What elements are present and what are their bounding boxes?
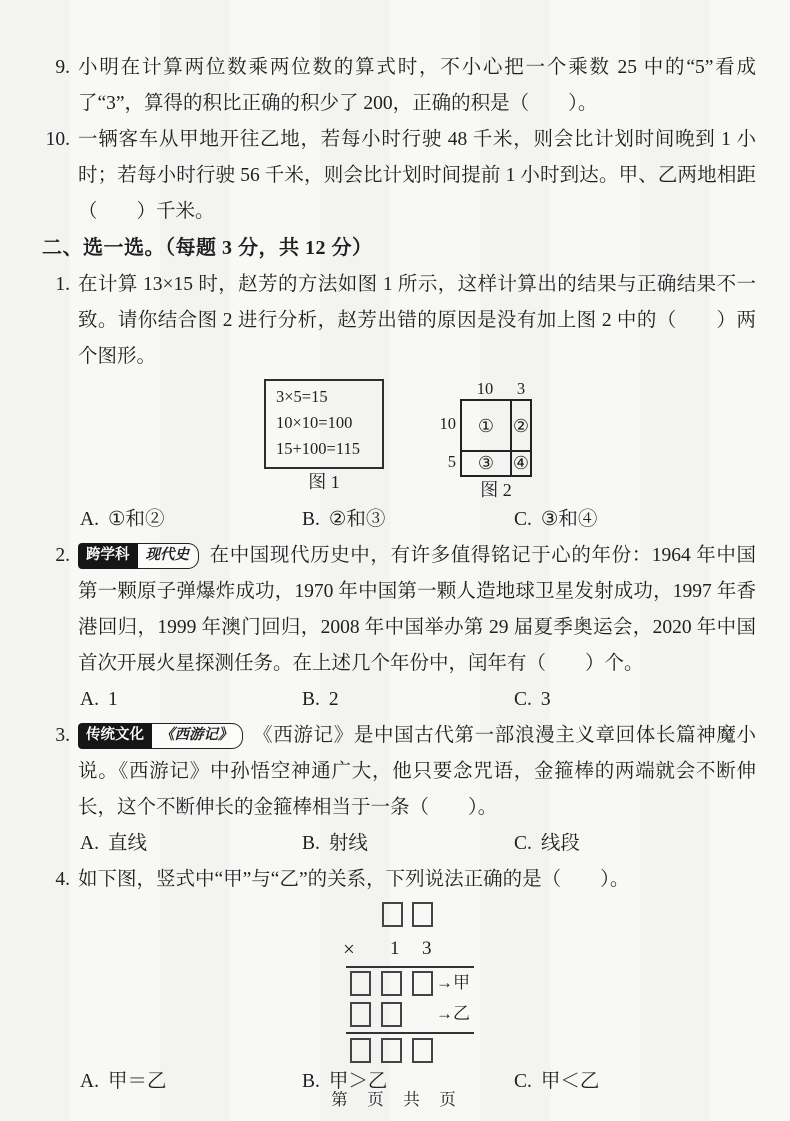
option-label: B. <box>302 689 320 710</box>
choice-question-3 <box>40 718 756 826</box>
arrow-jia <box>436 970 470 996</box>
option-text: ②和③ <box>328 509 386 530</box>
grid-cell-3: ③ <box>477 453 495 473</box>
option-a <box>80 502 302 538</box>
figure-1-line: 3×5=15 <box>276 387 328 406</box>
row-label: 5 <box>447 452 456 471</box>
option-text: 3 <box>540 689 551 710</box>
option-text: 甲＞乙 <box>328 1071 388 1092</box>
option-text: 甲＝乙 <box>107 1071 167 1092</box>
choice-question-4 <box>40 862 756 898</box>
figure-2-caption: 图 2 <box>480 480 512 500</box>
option-label: C. <box>514 1071 532 1092</box>
digit-box <box>382 902 403 927</box>
option-label: B. <box>302 833 320 854</box>
option-b <box>302 826 514 862</box>
question-text <box>78 538 756 682</box>
multiplier-digit: 3 <box>422 938 432 959</box>
rule-line <box>346 966 474 968</box>
arrow-yi <box>436 1001 470 1027</box>
option-text: 甲＜乙 <box>540 1071 600 1092</box>
multiplier-digit: 1 <box>390 938 400 959</box>
choice-question-2 <box>40 538 756 682</box>
option-a <box>80 826 302 862</box>
question-text <box>78 718 756 826</box>
figure-1-line: 15+100=115 <box>276 439 360 458</box>
option-text: 射线 <box>328 833 368 854</box>
arrow-icon: → <box>436 973 453 992</box>
option-label: A. <box>80 833 99 854</box>
option-label: B. <box>302 509 320 530</box>
question-number: 1. <box>55 274 70 295</box>
option-label: C. <box>514 509 532 530</box>
figure-2-grid-row <box>440 399 532 477</box>
figure-1-box <box>264 379 384 469</box>
digit-box <box>381 1038 402 1063</box>
figure-2-column-labels <box>460 379 532 399</box>
badge-tag: 传统文化 <box>78 723 152 749</box>
cross-subject-badge <box>78 543 199 569</box>
question-text: 小明在计算两位数乘两位数的算式时，不小心把一个乘数 25 中的“5”看成了“3”，算得的积比正确的积少了 200，正确的积是（ ）。 <box>78 57 756 114</box>
option-c <box>514 682 756 718</box>
option-b <box>302 682 514 718</box>
figure-1-line: 10×10=100 <box>276 413 353 432</box>
question-number: 2. <box>55 545 70 566</box>
badge-subtag: 现代史 <box>138 543 200 569</box>
column-label: 3 <box>516 379 526 398</box>
option-a <box>80 682 302 718</box>
multiply-sign: × <box>343 937 355 961</box>
question-text-body: 在中国现代历史中，有许多值得铭记于心的年份：1964 年中国第一颗原子弹爆炸成功，1970 年中国第一颗人造地球卫星发射成功，1997 年香港回归，1999 年澳门回归，2008 年中国举办第 29 届夏季奥运会，2020 年中国首次开展火星探测任务。在上述几个年份中，闰年有（ ）个。 <box>78 545 756 674</box>
badge-subtag: 《西游记》 <box>152 723 243 749</box>
question-number: 10. <box>45 129 70 150</box>
option-text: ③和④ <box>540 509 598 530</box>
question-number: 3. <box>55 725 70 746</box>
question-text-body: 《西游记》是中国古代第一部浪漫主义章回体长篇神魔小说。《西游记》中孙悟空神通广大，他只要念咒语，金箍棒的两端就会不断伸长，这个不断伸长的金箍棒相当于一条（ ）。 <box>78 725 756 818</box>
option-label: A. <box>80 1071 99 1092</box>
rule-line <box>346 1032 474 1034</box>
figure-2-row-labels <box>440 399 460 477</box>
digit-box <box>381 971 402 996</box>
arrow-icon: → <box>436 1004 453 1023</box>
digit-box <box>412 902 433 927</box>
digit-box <box>350 1038 371 1063</box>
traditional-culture-badge <box>78 723 243 749</box>
option-label: A. <box>80 509 99 530</box>
option-label: A. <box>80 689 99 710</box>
digit-box <box>350 1002 371 1027</box>
section-title: 二、选一选。（每题 3 分，共 12 分） <box>42 237 373 259</box>
badge-tag: 跨学科 <box>78 543 138 569</box>
grid-horizontal-divider <box>462 450 530 452</box>
question-text: 如下图，竖式中“甲”与“乙”的关系，下列说法正确的是（ ）。 <box>78 869 630 890</box>
option-text: 2 <box>328 689 339 710</box>
yi-label: 乙 <box>453 1004 470 1023</box>
question-number: 9. <box>55 57 70 78</box>
question-2-options <box>40 682 756 718</box>
question-1-options <box>40 502 756 538</box>
fill-question-10 <box>40 122 756 230</box>
vertical-multiplication-diagram <box>343 902 546 1064</box>
choice-question-1 <box>40 267 756 375</box>
grid-cell-2: ② <box>512 416 530 436</box>
digit-box <box>412 971 433 996</box>
digit-box <box>350 971 371 996</box>
option-text: 1 <box>107 689 118 710</box>
page-footer: 第 页 共 页 <box>331 1091 459 1109</box>
question-text: 一辆客车从甲地开往乙地，若每小时行驶 48 千米，则会比计划时间晚到 1 小时；若每小时行驶 56 千米，则会比计划时间提前 1 小时到达。甲、乙两地相距（ ）千米。 <box>78 129 756 222</box>
question-3-options <box>40 826 756 862</box>
figure-1-caption: 图 1 <box>308 472 340 492</box>
option-c <box>514 502 756 538</box>
fill-question-9 <box>40 50 756 122</box>
grid-vertical-divider <box>510 401 512 475</box>
option-label: C. <box>514 833 532 854</box>
question-1-figures <box>40 379 756 502</box>
jia-label: 甲 <box>453 973 470 992</box>
option-label: C. <box>514 689 532 710</box>
question-text: 在计算 13×15 时，赵芳的方法如图 1 所示，这样计算出的结果与正确结果不一致。请你结合图 2 进行分析，赵芳出错的原因是没有加上图 2 中的（ ）两个图形。 <box>78 274 756 367</box>
option-b <box>302 502 514 538</box>
digit-box <box>381 1002 402 1027</box>
option-label: B. <box>302 1071 320 1092</box>
option-text: ①和② <box>107 509 165 530</box>
digit-box <box>412 1038 433 1063</box>
option-text: 线段 <box>540 833 580 854</box>
grid-cell-1: ① <box>477 416 495 436</box>
row-label: 10 <box>439 414 456 433</box>
option-c <box>514 826 756 862</box>
grid-cell-4: ④ <box>512 453 530 473</box>
figure-2-grid <box>460 399 532 477</box>
figure-2 <box>440 379 532 502</box>
option-text: 直线 <box>107 833 147 854</box>
figure-1 <box>264 379 384 494</box>
column-label: 10 <box>476 379 494 398</box>
question-number: 4. <box>55 869 70 890</box>
